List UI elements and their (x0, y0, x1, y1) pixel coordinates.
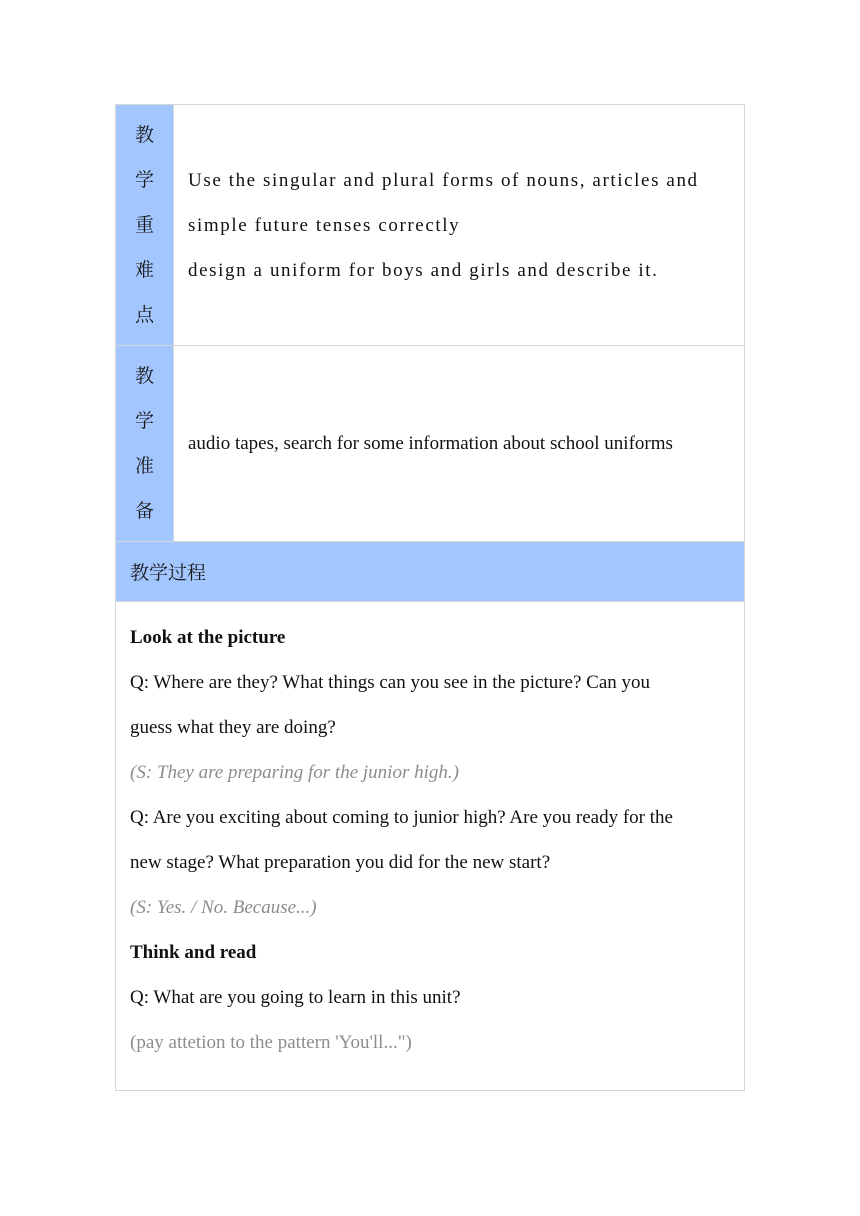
section-heading: Think and read (130, 942, 257, 963)
label-char: 教 (134, 364, 154, 387)
label-char: 学 (134, 168, 154, 191)
section-heading: Look at the picture (130, 627, 286, 648)
label-char: 教 (134, 123, 154, 146)
label-char: 准 (134, 454, 154, 477)
label-char: 难 (134, 258, 154, 281)
label-char: 学 (134, 409, 154, 432)
process-header: 教学过程 (116, 542, 745, 602)
focus-line: Use the singular and plural forms of nouns, articles and (188, 169, 699, 191)
question-line: Q: What are you going to learn in this unit? (130, 987, 461, 1008)
question-line: new stage? What preparation you did for the new start? (130, 852, 551, 873)
student-answer: (S: They are preparing for the junior high.) (130, 762, 459, 783)
teaching-focus-content (174, 105, 745, 346)
label-char: 备 (134, 499, 154, 522)
prep-text: audio tapes, search for some information about school uniforms (188, 432, 673, 454)
process-content (116, 602, 745, 1091)
student-answer: (S: Yes. / No. Because...) (130, 897, 317, 918)
teaching-focus-label (116, 105, 174, 346)
process-header-row (116, 542, 745, 602)
process-body-row (116, 602, 745, 1091)
teaching-prep-row (116, 346, 745, 542)
teaching-focus-row (116, 105, 745, 346)
question-line: guess what they are doing? (130, 717, 336, 738)
teaching-prep-content (174, 346, 745, 542)
focus-line: simple future tenses correctly (188, 214, 461, 236)
teacher-note: (pay attetion to the pattern 'You'll...") (130, 1032, 412, 1053)
teaching-prep-label (116, 346, 174, 542)
label-char: 点 (134, 303, 154, 326)
question-line: Q: Are you exciting about coming to junior high? Are you ready for the (130, 807, 673, 828)
label-char: 重 (134, 213, 154, 236)
focus-line: design a uniform for boys and girls and describe it. (188, 259, 659, 281)
lesson-plan-table (115, 104, 745, 1091)
question-line: Q: Where are they? What things can you see in the picture? Can you (130, 672, 651, 693)
